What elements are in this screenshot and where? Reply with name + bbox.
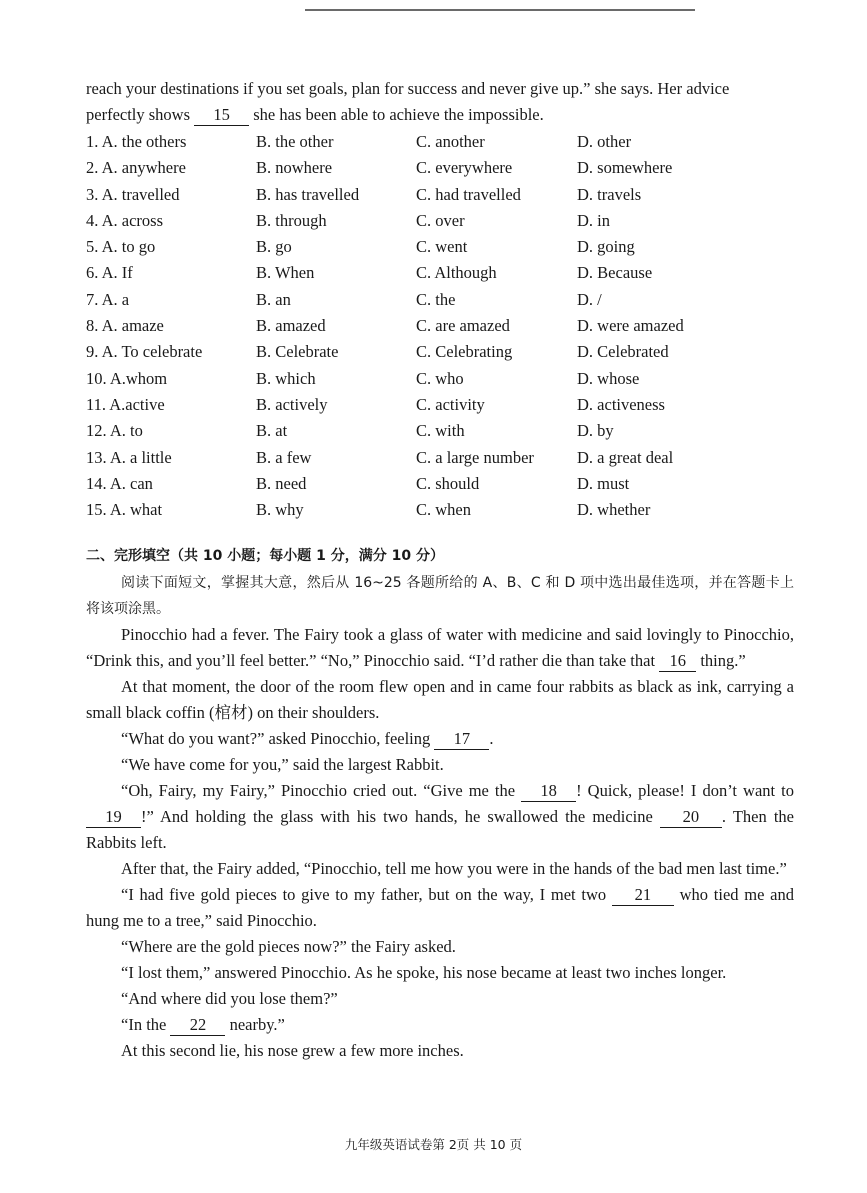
blank-15: 15 [194, 105, 249, 126]
passage-paragraph: “And where did you lose them?” [121, 989, 338, 1009]
option-d: D. by [577, 421, 614, 441]
option-c: C. with [416, 421, 465, 441]
passage-paragraph [86, 882, 794, 934]
passage-paragraph: “I lost them,” answered Pinocchio. As he spoke, his nose became at least two inches longer. [121, 963, 727, 983]
option-c: C. are amazed [416, 316, 510, 336]
option-row [86, 208, 794, 234]
option-d: D. Because [577, 263, 653, 283]
option-a: 8. A. amaze [86, 316, 164, 336]
passage-text: !” And holding the glass with his two hands, he swallowed the medicine [141, 807, 660, 827]
cloze-passage [86, 622, 794, 1064]
intro-text: perfectly shows [86, 105, 195, 124]
option-d: D. / [577, 289, 602, 309]
option-b: B. has travelled [256, 184, 360, 204]
option-row [86, 339, 794, 365]
section-2-instruction: 阅读下面短文，掌握其大意，然后从 16~25 各题所给的 A、B、C 和 D 项中选出最佳选项，并在答题卡上将该项涂黑。 [86, 575, 794, 618]
option-c: C. another [416, 132, 485, 151]
passage-text: “I had five gold pieces to give to my father, but on the way, I met two [121, 885, 612, 905]
passage-text: “Oh, Fairy, my Fairy,” Pinocchio cried out. “Give me the [121, 781, 522, 801]
option-a: 3. A. travelled [86, 184, 180, 204]
passage-text: thing.” [696, 651, 746, 671]
option-a: 5. A. to go [86, 237, 156, 257]
option-a: 12. A. to [86, 421, 143, 441]
option-row [86, 366, 794, 392]
option-d: D. somewhere [577, 158, 673, 178]
option-c: C. over [416, 210, 465, 230]
option-b: B. need [256, 473, 307, 493]
option-d: D. whether [577, 500, 651, 520]
blank-20: 20 [660, 807, 722, 828]
blank-18: 18 [521, 781, 576, 802]
intro-text: she has been able to achieve the impossible. [249, 105, 544, 124]
option-a: 6. A. If [86, 263, 133, 283]
option-d: D. were amazed [577, 316, 684, 336]
blank-21: 21 [612, 885, 674, 906]
top-scan-rule [305, 9, 695, 11]
passage-text: . Then the Rabbits left. [86, 807, 794, 853]
blank-16: 16 [659, 651, 696, 672]
option-row [86, 497, 794, 523]
option-row [86, 313, 794, 339]
passage-text: “What do you want?” asked Pinocchio, feeling [121, 729, 435, 749]
option-d: D. other [577, 132, 632, 151]
intro-line-1: reach your destinations if you set goals, plan for success and never give up.” she says. Her advice [86, 79, 730, 98]
option-b: B. why [256, 500, 304, 520]
option-d: D. Celebrated [577, 342, 669, 362]
option-row [86, 182, 794, 208]
passage-paragraph [86, 726, 794, 752]
option-b: B. nowhere [256, 158, 333, 178]
option-d: D. whose [577, 368, 640, 388]
passage-paragraph: “Where are the gold pieces now?” the Fairy asked. [121, 937, 456, 957]
option-d: D. must [577, 473, 630, 493]
option-a: 2. A. anywhere [86, 158, 186, 178]
option-d: D. travels [577, 184, 642, 204]
option-b: B. an [256, 289, 291, 309]
option-a: 15. A. what [86, 500, 163, 520]
option-c: C. when [416, 500, 471, 520]
passage-paragraph [86, 1012, 794, 1038]
option-a: 1. A. the others [86, 132, 187, 151]
option-row [86, 129, 794, 155]
option-b: B. the other [256, 132, 334, 151]
option-c: C. had travelled [416, 184, 521, 204]
option-a: 4. A. across [86, 210, 163, 230]
option-b: B. which [256, 368, 316, 388]
option-row [86, 287, 794, 313]
option-a: 10. A.whom [86, 368, 168, 388]
option-row [86, 260, 794, 286]
option-row [86, 155, 794, 181]
passage-paragraph: At that moment, the door of the room flew open and in came four rabbits as black as ink, carrying a small black coffin (棺材) on their shoulders. [86, 677, 794, 723]
option-d: D. a great deal [577, 447, 674, 467]
option-b: B. at [256, 421, 288, 441]
page-footer: 九年级英语试卷第 2页 共 10 页 [344, 1137, 523, 1152]
option-d: D. in [577, 210, 610, 230]
option-d: D. going [577, 237, 635, 257]
option-row [86, 418, 794, 444]
option-c: C. went [416, 237, 468, 257]
passage-paragraph [86, 622, 794, 674]
option-a: 7. A. a [86, 289, 130, 309]
option-a: 13. A. a little [86, 447, 172, 467]
passage-text: Pinocchio had a fever. The Fairy took a glass of water with medicine and said lovingly to Pinocchio, “Drink this, and you’ll feel better.” “No,” Pinocchio said. “I’d rather die than take that [86, 625, 794, 671]
passage-text: “In the [121, 1015, 171, 1035]
options-list [86, 129, 794, 523]
option-c: C. who [416, 368, 464, 388]
option-d: D. activeness [577, 394, 665, 414]
passage-paragraph [86, 778, 794, 856]
option-b: B. amazed [256, 316, 326, 336]
option-row [86, 471, 794, 497]
option-a: 11. A.active [86, 394, 165, 414]
option-c: C. should [416, 473, 480, 493]
blank-17: 17 [434, 729, 489, 750]
passage-text: ! Quick, please! I don’t want to [576, 781, 794, 801]
passage-paragraph: “We have come for you,” said the largest Rabbit. [121, 755, 444, 775]
option-b: B. through [256, 210, 327, 230]
option-c: C. everywhere [416, 158, 513, 178]
option-row [86, 445, 794, 471]
option-c: C. the [416, 289, 456, 309]
passage-text: nearby.” [225, 1015, 285, 1035]
option-b: B. When [256, 263, 315, 283]
option-b: B. actively [256, 394, 328, 414]
option-a: 14. A. can [86, 473, 153, 493]
option-b: B. go [256, 237, 292, 257]
option-b: B. a few [256, 447, 312, 467]
passage-text: . [489, 729, 494, 749]
option-c: C. Celebrating [416, 342, 513, 362]
option-row [86, 234, 794, 260]
section-2-title: 二、完形填空（共 10 小题；每小题 1 分，满分 10 分） [86, 548, 444, 565]
option-a: 9. A. To celebrate [86, 342, 203, 362]
blank-19: 19 [86, 807, 141, 828]
option-c: C. Although [416, 263, 497, 283]
passage-text: who tied me and hung me to a tree,” said Pinocchio. [86, 885, 794, 931]
option-b: B. Celebrate [256, 342, 339, 362]
option-c: C. activity [416, 394, 485, 414]
passage-paragraph: After that, the Fairy added, “Pinocchio, tell me how you were in the hands of the bad men last time.” [121, 859, 787, 879]
passage-paragraph: At this second lie, his nose grew a few more inches. [121, 1041, 464, 1061]
page-content [86, 76, 794, 1064]
blank-22: 22 [170, 1015, 225, 1036]
option-c: C. a large number [416, 447, 534, 467]
intro-line-2 [86, 102, 794, 128]
option-row [86, 392, 794, 418]
